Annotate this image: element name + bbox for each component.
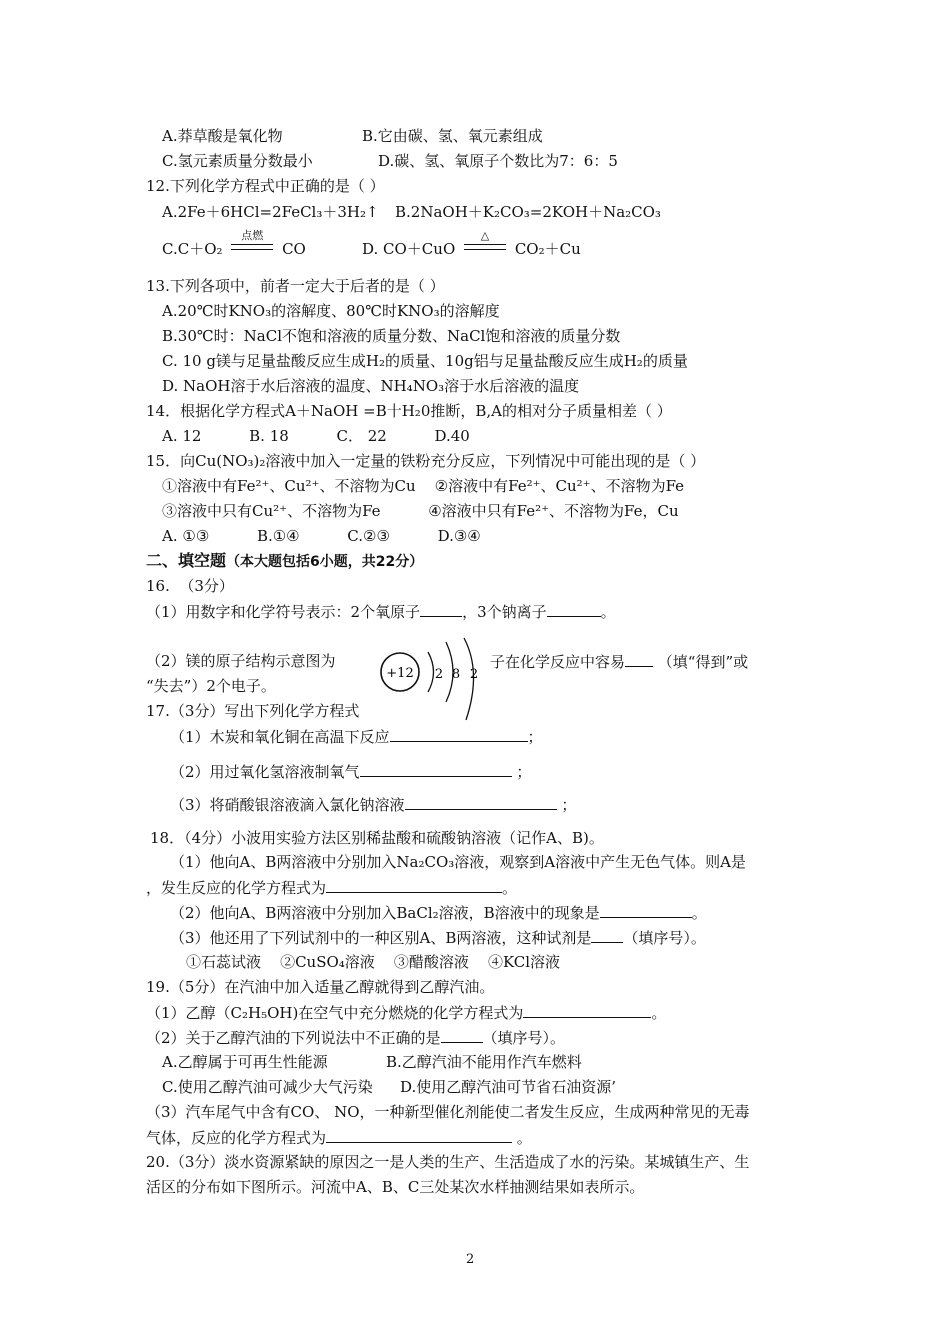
q15-stem: 15．向Cu(NO₃)₂溶液中加入一定量的铁粉充分反应，下列情况中可能出现的是（ ） (146, 452, 706, 470)
q17-part-3: （3）将硝酸银溶液滴入氯化钠溶液 ； (170, 796, 577, 814)
q19-part-3: （3）汽车尾气中含有CO、 NO，一种新型催化剂能使二者发生反应，生成两种常见的无毒 (146, 1103, 750, 1121)
q12-option-a: A.2Fe＋6HCl=2FeCl₃＋3H₂↑ (162, 203, 379, 221)
q18-part-3: （3）他还用了下列试剂中的一种区别A、B两溶液，这种试剂是 （填序号）。 (170, 929, 706, 947)
answer-blank (420, 601, 462, 617)
q13-option-c: C. 10 g镁与足量盐酸反应生成H₂的质量、10g铝与足量盐酸反应生成H₂的质量 (162, 352, 688, 370)
q12-stem: 12.下列化学方程式中正确的是（ ） (146, 177, 385, 195)
shell-1-electrons: 2 (434, 667, 444, 682)
answer-blank (547, 601, 601, 617)
q16-stem: 16. （3分） (146, 577, 234, 595)
q12-d-products: CO₂＋Cu (514, 240, 581, 258)
q14-stem: 14．根据化学方程式A＋NaOH =B十H₂0推断，B,A的相对分子质量相差（ ） (146, 402, 672, 420)
q19-option-c: C.使用乙醇汽油可减少大气污染 (162, 1078, 373, 1096)
section-heading: 二、填空题（本大题包括6小题，共22分） (146, 551, 424, 570)
q18-reagent-options: ①石蕊试液 ②CuSO₄溶液 ③醋酸溶液 ④KCl溶液 (186, 953, 561, 971)
q14-options: A. 12 B. 18 C． 22 D.40 (162, 427, 470, 445)
q19-stem: 19.（5分）在汽油中加入适量乙醇就得到乙醇汽油。 (146, 978, 495, 996)
q12-option-c (162, 229, 306, 259)
shell-3-electrons: 2 (469, 667, 479, 682)
q17-part-2: （2）用过氧化氢溶液制氧气 ； (170, 763, 532, 781)
q18-part-1: （1）他向A、B两溶液中分别加入Na₂CO₃溶液，观察到A溶液中产生无色气体。则A是 (170, 853, 746, 871)
answer-blank (600, 902, 692, 918)
q13-option-d: D. NaOH溶于水后溶液的温度、NH₄NO₃溶于水后溶液的温度 (162, 377, 580, 395)
q20-line-1: 20.（3分）淡水资源紧缺的原因之一是人类的生产、生活造成了水的污染。某城镇生产、生 (146, 1153, 750, 1171)
q16-part-2-end: “失去”）2个电子。 (146, 677, 276, 695)
q15-line-2: ③溶液中只有Cu²⁺、不溶物为Fe ④溶液中只有Fe²⁺、不溶物为Fe，Cu (162, 502, 679, 520)
q19-part-1: （1）乙醇（C₂H₅OH)在空气中充分燃烧的化学方程式为 。 (146, 1004, 667, 1022)
answer-blank (326, 877, 502, 893)
q19-part-3-cont: 气体，反应的化学方程式为 。 (146, 1129, 532, 1147)
answer-blank (390, 726, 528, 742)
answer-blank (523, 1002, 651, 1018)
answer-blank (360, 761, 512, 777)
page-number: 2 (466, 1252, 475, 1267)
q12-d-reactants: D. CO＋CuO (362, 240, 456, 258)
q19-option-b: B.乙醇汽油不能用作汽车燃料 (386, 1053, 582, 1071)
q12-c-reactants: C.C＋O₂ (162, 240, 223, 258)
answer-blank (441, 1027, 483, 1043)
q19-option-d: D.使用乙醇汽油可节省石油资源’ (400, 1078, 617, 1096)
q18-stem: 18．（4分）小波用实验方法区别稀盐酸和硫酸钠溶液（记作A、B)。 (150, 829, 604, 847)
q12-option-b: B.2NaOH＋K₂CO₃=2KOH＋Na₂CO₃ (395, 203, 661, 221)
q16-part-2-cont: 子在化学反应中容易 （填“得到”或 (490, 653, 749, 671)
electron-shell-1 (428, 652, 434, 692)
q16-part-2: （2）镁的原子结构示意图为 (146, 652, 336, 670)
answer-blank (326, 1127, 512, 1143)
nucleus-charge: +12 (386, 666, 414, 681)
q12-c-product: CO (282, 240, 306, 258)
q17-part-1: （1）木炭和氧化铜在高温下反应 ； (170, 728, 543, 746)
q11-option-c: C.氢元素质量分数最小 (162, 152, 313, 170)
q18-part-2: （2）他向A、B两溶液中分别加入BaCl₂溶液，B溶液中的现象是 。 (170, 904, 707, 922)
answer-blank (625, 651, 653, 667)
answer-blank (405, 794, 557, 810)
q19-option-a: A.乙醇属于可再生性能源 (162, 1053, 328, 1071)
q13-option-b: B.30℃时：NaCl不饱和溶液的质量分数、NaCl饱和溶液的质量分数 (162, 327, 621, 345)
magnesium-atom-diagram (376, 636, 486, 726)
reaction-condition: △ (462, 234, 508, 254)
q12-option-d (362, 229, 581, 259)
q18-part-1-cont: ，发生反应的化学方程式为 。 (146, 879, 518, 897)
q19-part-2: （2）关于乙醇汽油的下列说法中不正确的是 （填序号）。 (146, 1029, 566, 1047)
q16-part-1: （1）用数字和化学符号表示：2个氧原子 ，3个钠离子 。 (146, 603, 616, 621)
q15-line-1: ①溶液中有Fe²⁺、Cu²⁺、不溶物为Cu ②溶液中有Fe²⁺、Cu²⁺、不溶物为Fe (162, 477, 685, 495)
q15-options: A. ①③ B.①④ C.②③ D.③④ (162, 527, 481, 545)
q13-option-a: A.20℃时KNO₃的溶解度、80℃时KNO₃的溶解度 (162, 302, 500, 320)
shell-2-electrons: 8 (451, 667, 461, 682)
answer-blank (591, 927, 623, 943)
q17-stem: 17.（3分）写出下列化学方程式 (146, 702, 360, 720)
q11-option-b: B.它由碳、氢、氧元素组成 (362, 127, 543, 145)
q11-option-a: A.莽草酸是氧化物 (162, 127, 283, 145)
reaction-condition: 点燃 (229, 234, 275, 254)
q13-stem: 13.下列各项中，前者一定大于后者的是（ ） (146, 277, 445, 295)
q20-line-2: 活区的分布如下图所示。河流中A、B、C三处某次水样抽测结果如表所示。 (146, 1178, 645, 1196)
q11-option-d: D.碳、氢、氧原子个数比为7：6：5 (378, 152, 618, 170)
